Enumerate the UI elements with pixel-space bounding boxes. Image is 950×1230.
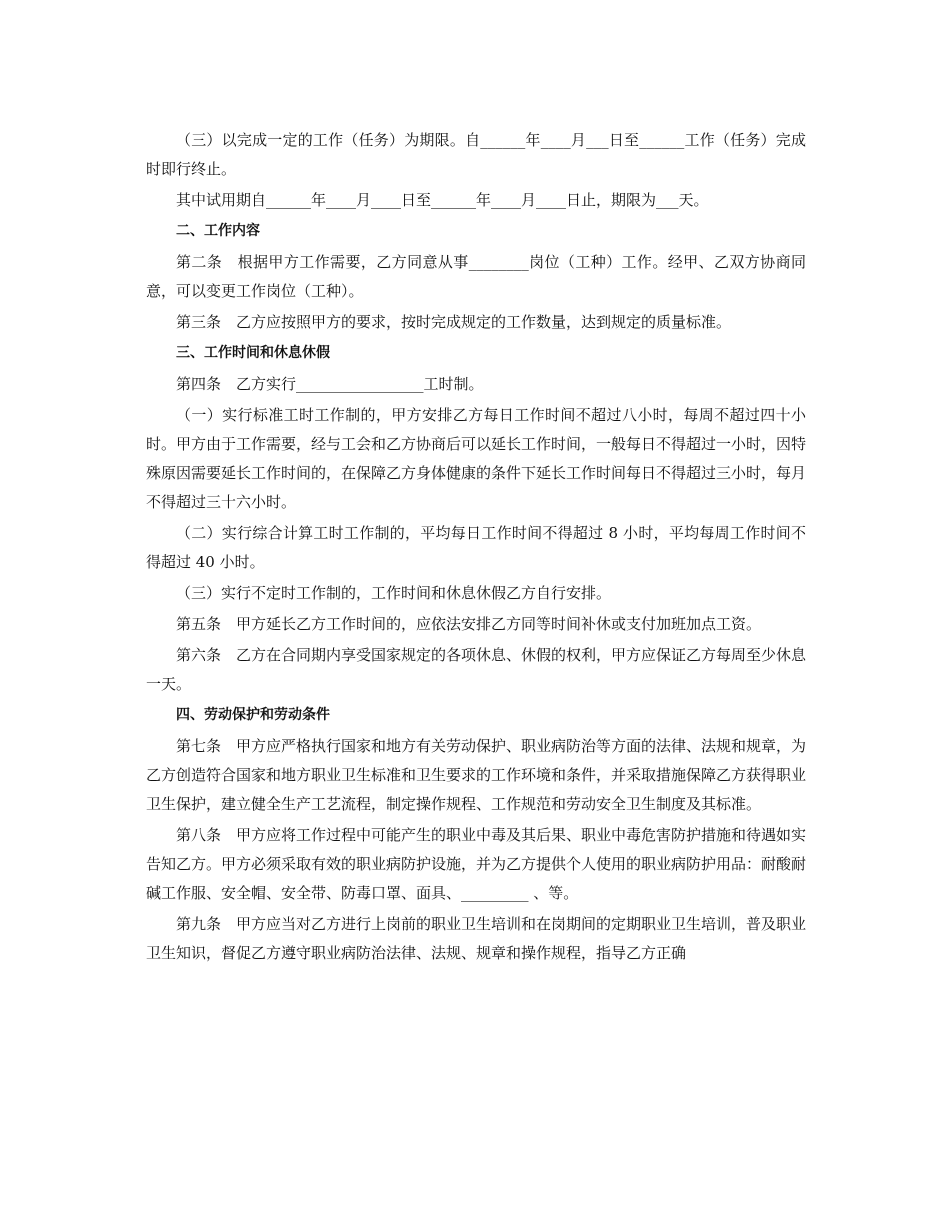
article-4-item-2: （二）实行综合计算工时工作制的，平均每日工作时间不得超过 8 小时，平均每周工作时间不得超过 40 小时。 bbox=[146, 524, 806, 571]
article-3: 第三条 乙方应按照甲方的要求，按时完成规定的工作数量，达到规定的质量标准。 bbox=[176, 313, 732, 331]
section-heading-work-content: 二、工作内容 bbox=[176, 223, 260, 239]
article-4-item-3: （三）实行不定时工作制的，工作时间和休息休假乙方自行安排。 bbox=[176, 584, 612, 602]
article-4-item-1: （一）实行标准工时工作制的，甲方安排乙方每日工作时间不超过八小时，每周不超过四十小时。甲方由于工作需要，经与工会和乙方协商后可以延长工作时间，一般每日不得超过一小时，因特殊原因需要延长工作时间的，在保障乙方身体健康的条件下延长工作时间每日不得超过三小时，每月不得超过三十六小时。 bbox=[146, 406, 807, 511]
article-5: 第五条 甲方延长乙方工作时间的，应依法安排乙方同等时间补休或支付加班加点工资。 bbox=[176, 615, 762, 633]
paragraph-probation: 其中试用期自______年____月____日至______年____月____日止，期限为___天。 bbox=[176, 191, 709, 209]
paragraph-term-task: （三）以完成一定的工作（任务）为期限。自______年____月___日至______工作（任务）完成时即行终止。 bbox=[146, 131, 806, 178]
section-heading-labor-protection: 四、劳动保护和劳动条件 bbox=[176, 707, 330, 723]
document-body bbox=[146, 126, 806, 968]
article-6: 第六条 乙方在合同期内享受国家规定的各项休息、休假的权利，甲方应保证乙方每周至少休息一天。 bbox=[146, 646, 807, 693]
article-8: 第八条 甲方应将工作过程中可能产生的职业中毒及其后果、职业中毒危害防护措施和待遇如实告知乙方。甲方必须采取有效的职业病防护设施，并为乙方提供个人使用的职业病防护用品：耐酸耐碱工作服、安全帽、安全带、防毒口罩、面具、_________ 、等。 bbox=[146, 826, 807, 902]
article-2: 第二条 根据甲方工作需要，乙方同意从事________岗位（工种）工作。经甲、乙双方协商同意，可以变更工作岗位（工种）。 bbox=[146, 253, 806, 300]
section-heading-work-hours: 三、工作时间和休息休假 bbox=[176, 345, 330, 361]
article-4: 第四条 乙方实行_________________工时制。 bbox=[176, 375, 484, 393]
article-7: 第七条 甲方应严格执行国家和地方有关劳动保护、职业病防治等方面的法律、法规和规章，为乙方创造符合国家和地方职业卫生标准和卫生要求的工作环境和条件，并采取措施保障乙方获得职业卫生保护，建立健全生产工艺流程，制定操作规程、工作规范和劳动安全卫生制度及其标准。 bbox=[146, 737, 807, 813]
article-9: 第九条 甲方应当对乙方进行上岗前的职业卫生培训和在岗期间的定期职业卫生培训，普及职业卫生知识，督促乙方遵守职业病防治法律、法规、规章和操作规程，指导乙方正确 bbox=[146, 915, 807, 962]
